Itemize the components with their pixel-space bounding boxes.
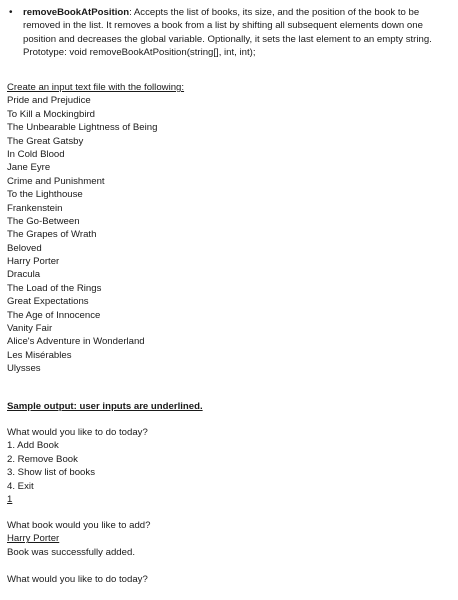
book-list-item: Jane Eyre <box>7 162 51 174</box>
book-list-item: Harry Porter <box>7 256 60 268</box>
book-list-item: In Cold Blood <box>7 148 65 160</box>
book-list-item: Frankenstein <box>7 202 63 214</box>
user-book-input: Harry Porter <box>7 533 60 545</box>
menu-option: 4. Exit <box>7 480 34 492</box>
book-list-item: Crime and Punishment <box>7 175 105 187</box>
function-name: removeBookAtPosition <box>23 7 130 18</box>
book-list-item: To Kill a Mockingbird <box>7 108 95 120</box>
book-list-item: Les Misérables <box>7 349 72 361</box>
book-list-item: The Unbearable Lightness of Being <box>7 122 158 134</box>
input-file-section <box>7 81 447 376</box>
book-list-item: Great Expectations <box>7 296 89 308</box>
book-list-item: Beloved <box>7 242 42 254</box>
book-list-item: The Grapes of Wrath <box>7 229 97 241</box>
menu-option: 2. Remove Book <box>7 453 78 465</box>
menu-option: 3. Show list of books <box>7 467 95 479</box>
book-list-item: Alice's Adventure in Wonderland <box>7 336 145 348</box>
book-list-item: The Great Gatsby <box>7 135 84 147</box>
bullet-icon: • <box>9 7 13 18</box>
sample-output-heading: Sample output: user inputs are underlined. <box>7 401 203 412</box>
function-description: : Accepts the list of books, its size, and the position of the book to be removed in the list. It removes a book from a list by shifting all subsequent elements down one position and decreases the global variable. Optionally, it sets the last element to an empty string. Prototype: void removeBookAtPosition(string[], int, int); <box>23 7 432 59</box>
menu-prompt: What would you like to do today? <box>7 427 148 438</box>
book-list-item: The Age of Innocence <box>7 309 101 321</box>
book-list-item: Vanity Fair <box>7 323 53 335</box>
add-book-result: Book was successfully added. <box>7 546 135 558</box>
sample-output-heading-block <box>7 400 447 413</box>
book-list-item: The Load of the Rings <box>7 282 102 294</box>
book-list-item: Pride and Prejudice <box>7 95 91 107</box>
sample-output-add-book <box>7 519 447 559</box>
function-spec-bullet <box>7 6 447 60</box>
menu-option: 1. Add Book <box>7 440 59 452</box>
add-book-prompt: What book would you like to add? <box>7 520 151 531</box>
book-list-item: Ulysses <box>7 363 41 375</box>
user-choice-input: 1 <box>7 493 13 505</box>
function-spec-text <box>23 6 447 60</box>
book-list-item: Dracula <box>7 269 41 281</box>
input-file-heading: Create an input text file with the following: <box>7 82 185 93</box>
book-list-item: The Go-Between <box>7 215 80 227</box>
sample-output-menu <box>7 426 447 506</box>
menu-prompt-again: What would you like to do today? <box>7 574 148 585</box>
sample-output-repeat <box>7 573 447 586</box>
book-list-item: To the Lighthouse <box>7 189 83 201</box>
